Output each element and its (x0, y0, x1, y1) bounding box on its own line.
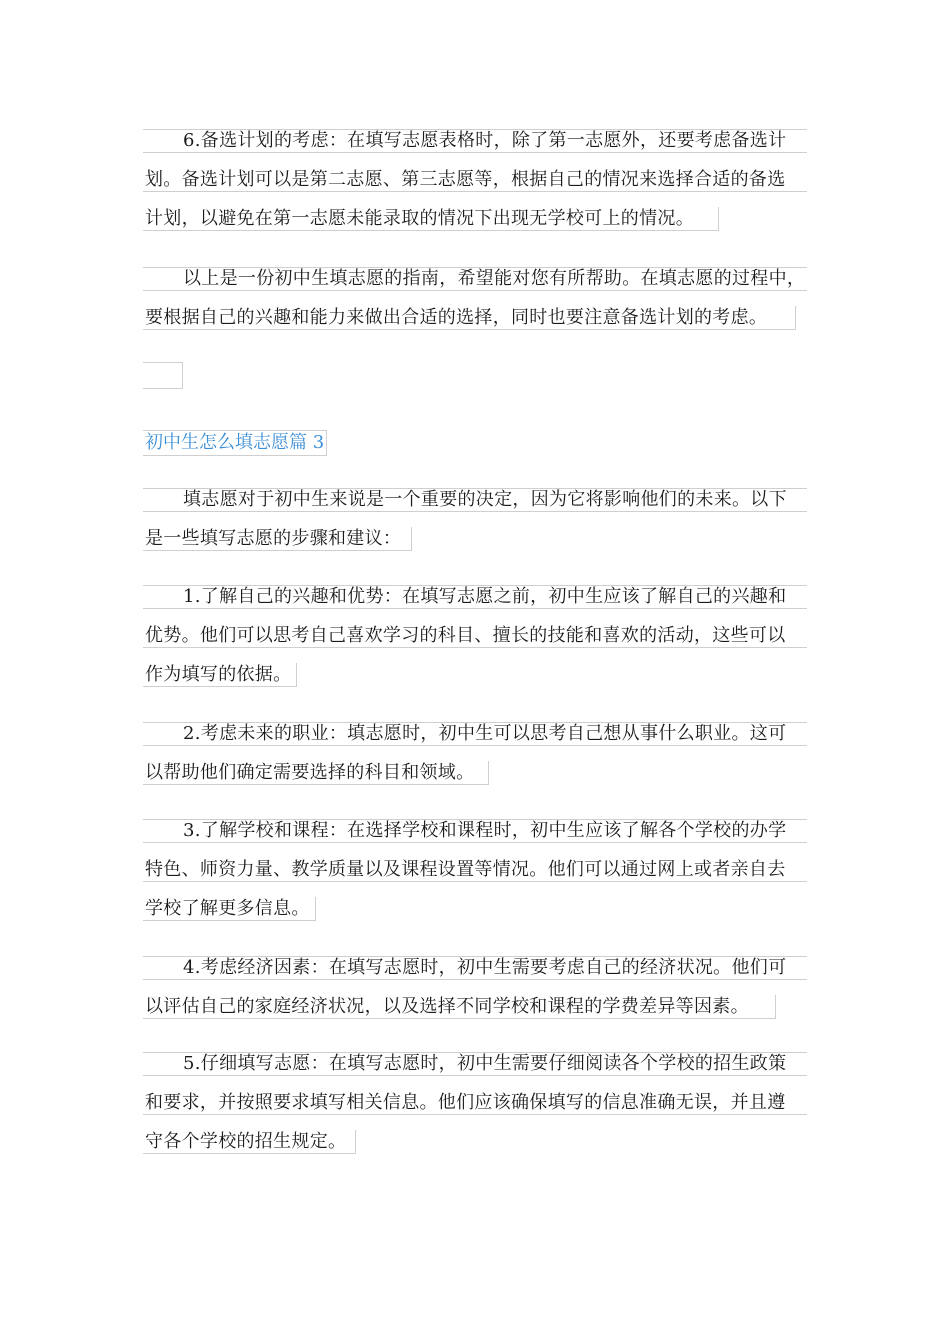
text-line: 守各个学校的招生规定。 (143, 1130, 807, 1154)
text-line: 要根据自己的兴趣和能力来做出合适的选择，同时也要注意备选计划的考虑。 (143, 306, 807, 330)
text-line: 填志愿对于初中生来说是一个重要的决定，因为它将影响他们的未来。以下 (143, 488, 807, 512)
intro-paragraph (143, 488, 807, 551)
text-line: 4.考虑经济因素：在填写志愿时，初中生需要考虑自己的经济状况。他们可 (143, 956, 807, 980)
text-line: 特色、师资力量、教学质量以及课程设置等情况。他们可以通过网上或者亲自去 (143, 858, 807, 882)
text-line: 以上是一份初中生填志愿的指南，希望能对您有所帮助。在填志愿的过程中， (143, 267, 807, 291)
text-line: 优势。他们可以思考自己喜欢学习的科目、擅长的技能和喜欢的活动，这些可以 (143, 624, 807, 648)
paragraph-item-2 (143, 722, 807, 785)
text-line: 5.仔细填写志愿：在填写志愿时，初中生需要仔细阅读各个学校的招生政策 (143, 1052, 807, 1076)
text-line: 划。备选计划可以是第二志愿、第三志愿等，根据自己的情况来选择合适的备选 (143, 168, 807, 192)
summary-paragraph (143, 267, 807, 330)
paragraph-item-4 (143, 956, 807, 1019)
text-line: 以评估自己的家庭经济状况，以及选择不同学校和课程的学费差异等因素。 (143, 995, 807, 1019)
text-line: 和要求，并按照要求填写相关信息。他们应该确保填写的信息准确无误，并且遵 (143, 1091, 807, 1115)
empty-text-box (143, 362, 183, 389)
paragraph-item-1 (143, 585, 807, 687)
text-line: 1.了解自己的兴趣和优势：在填写志愿之前，初中生应该了解自己的兴趣和 (143, 585, 807, 609)
text-line: 是一些填写志愿的步骤和建议： (143, 527, 807, 551)
paragraph-item-5 (143, 1052, 807, 1154)
paragraph-item-6 (143, 129, 807, 231)
text-line: 6.备选计划的考虑：在填写志愿表格时，除了第一志愿外，还要考虑备选计 (143, 129, 807, 153)
text-line: 2.考虑未来的职业：填志愿时，初中生可以思考自己想从事什么职业。这可 (143, 722, 807, 746)
text-line: 以帮助他们确定需要选择的科目和领域。 (143, 761, 807, 785)
text-line: 计划，以避免在第一志愿未能录取的情况下出现无学校可上的情况。 (143, 207, 807, 231)
paragraph-item-3 (143, 819, 807, 921)
section-heading: 初中生怎么填志愿篇 3 (143, 430, 327, 456)
text-line: 作为填写的依据。 (143, 663, 807, 687)
text-line: 3.了解学校和课程：在选择学校和课程时，初中生应该了解各个学校的办学 (143, 819, 807, 843)
text-line: 学校了解更多信息。 (143, 897, 807, 921)
